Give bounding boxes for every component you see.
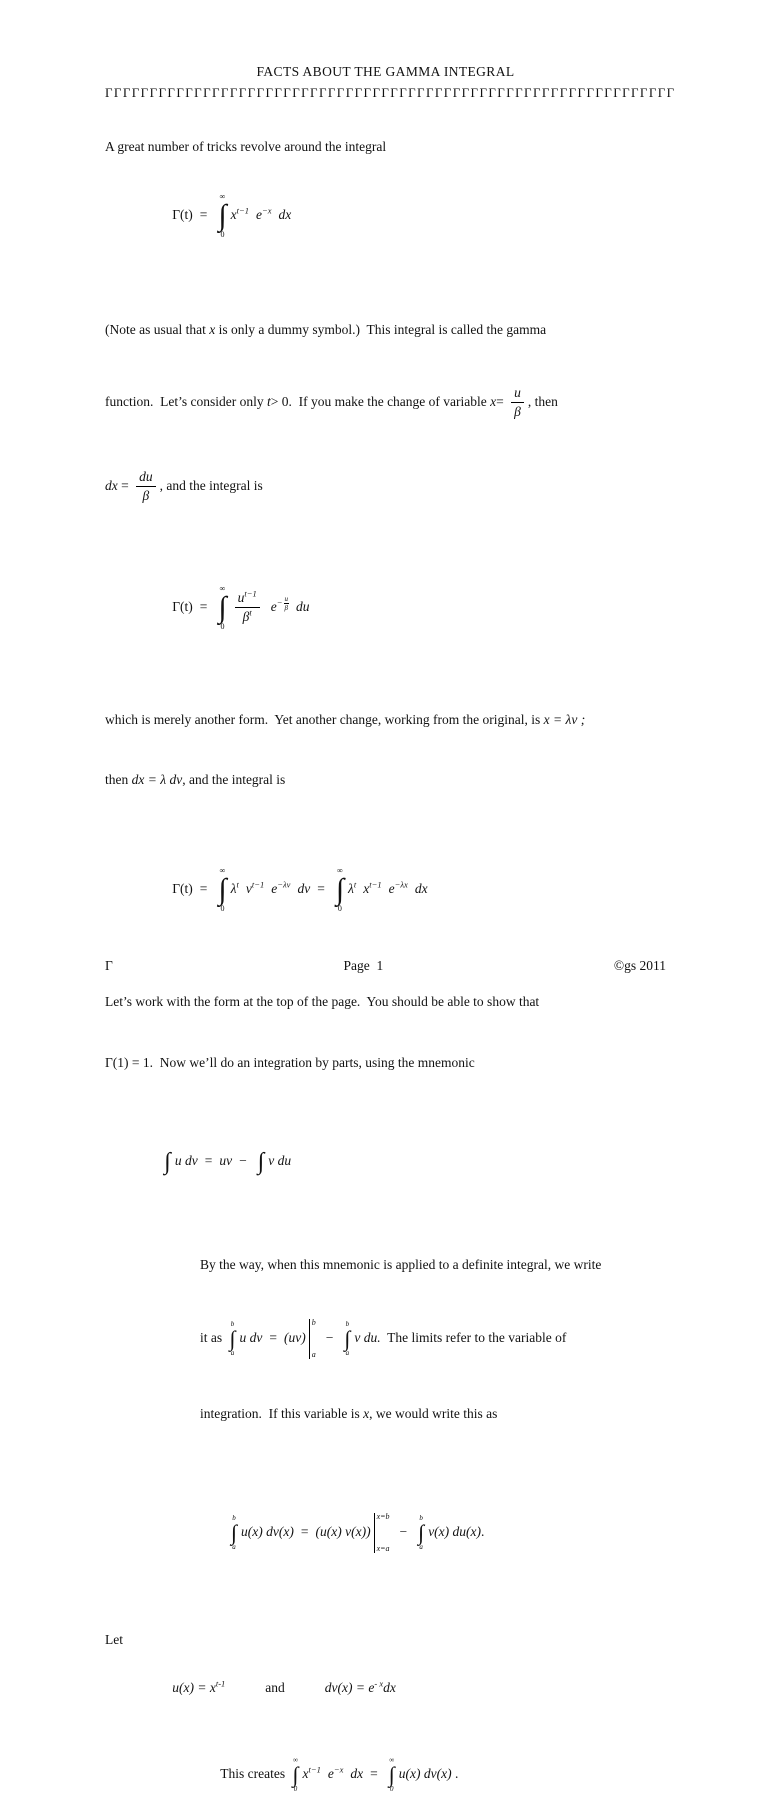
equals-sign: = [370, 1766, 378, 1782]
integral-sign [231, 1515, 237, 1551]
evaluation-upper: b [311, 1318, 316, 1328]
minus-sign: − [276, 597, 283, 608]
integral-lower-limit: a [230, 1349, 235, 1358]
formula-gamma-definition [152, 173, 666, 260]
document-content [105, 62, 676, 1813]
integral-upper-limit: b [230, 1320, 235, 1329]
integral-sign [292, 1757, 298, 1793]
integral-sign [218, 867, 226, 913]
text-line [105, 770, 666, 790]
integral-upper-limit: ∞ [219, 583, 226, 593]
integral-glyph: ∫ [344, 1326, 351, 1352]
math-var: λ [230, 881, 237, 897]
math-run: u(x) = x [172, 1680, 216, 1696]
integral-upper-limit: ∞ [219, 192, 226, 202]
paragraph-work-with-form [105, 952, 666, 1114]
math-var: β [514, 403, 521, 419]
integral-sign [218, 193, 226, 239]
evaluation-lower: x=a [376, 1544, 390, 1553]
period: . [451, 1766, 459, 1782]
text-line: Γ(1) = 1. Now we’ll do an integration by parts, using the mnemonic [105, 1054, 475, 1070]
math-run: u dv [174, 1152, 198, 1168]
formula-gamma-beta-form [152, 565, 666, 652]
document-title: FACTS ABOUT THE GAMMA INTEGRAL [256, 64, 515, 79]
text-run: is only a dummy symbol.) This integral is called the gamma [215, 322, 547, 337]
math-run: dv(x) = e [324, 1680, 375, 1696]
equals-sign: = [317, 881, 325, 897]
math-exponent: t [236, 879, 239, 890]
math-run: u(x) dv(x) [398, 1766, 452, 1782]
math-var: x [363, 1405, 370, 1421]
text-run: > 0. If you make the change of variable [270, 393, 491, 409]
text-run: integration. If this variable is [200, 1405, 364, 1421]
math-lhs: Γ(t) [172, 207, 193, 223]
integral-sign [418, 1515, 424, 1551]
fraction-denominator [240, 608, 255, 625]
fraction-denominator: β [284, 603, 288, 612]
inline-fraction [235, 590, 260, 625]
inline-fraction [511, 385, 524, 420]
text-line [105, 385, 666, 420]
minus-sign: − [239, 1152, 247, 1168]
text-run: then [105, 772, 132, 788]
minus-sign: − [399, 1524, 408, 1540]
math-differential: dx [414, 881, 428, 897]
text-line [200, 1319, 666, 1359]
math-var: e [388, 881, 395, 897]
math-exponent: t-1 [215, 1678, 226, 1689]
integral-glyph: ∫ [164, 1148, 171, 1175]
text-run: The limits refer to the variable of [380, 1330, 567, 1346]
math-var: λ [348, 881, 354, 897]
math-exponent: t [353, 879, 357, 890]
integral-glyph: ∫ [388, 1762, 395, 1787]
integral-glyph: ∫ [257, 1148, 265, 1175]
text-run: , we would write this as [369, 1405, 498, 1421]
exponent-fraction [284, 595, 290, 612]
fraction-numerator: u [284, 594, 288, 603]
text-run: it as [200, 1330, 226, 1346]
math-var: u [237, 590, 245, 606]
integral-sign [164, 1150, 171, 1174]
paragraph-intro: A great number of tricks revolve around the integral [105, 138, 387, 154]
math-exponent: −x [333, 1764, 344, 1775]
integral-glyph: ∫ [418, 1520, 425, 1545]
integral-sign [344, 1321, 350, 1357]
math-run: u(x) dv(x) [241, 1524, 294, 1540]
math-var: x [209, 322, 216, 337]
math-var: du [139, 468, 153, 484]
integral-upper-limit: b [232, 1514, 236, 1522]
integral-sign [218, 585, 226, 631]
integral-upper-limit: ∞ [292, 1756, 298, 1764]
text-run: function. Let’s consider only [105, 393, 267, 409]
math-exponent: −λx [394, 879, 408, 890]
math-var: x [490, 393, 497, 409]
integral-glyph: ∫ [229, 1326, 236, 1352]
integral-sign [389, 1757, 395, 1793]
integral-lower-limit: 0 [390, 1785, 394, 1793]
text-run: , and the integral is [182, 772, 286, 788]
integral-glyph: ∫ [292, 1762, 299, 1787]
math-exponent: −λv [277, 879, 291, 890]
integral-lower-limit: 0 [220, 621, 225, 631]
integral-lower-limit: 0 [220, 230, 225, 240]
fraction-numerator [235, 590, 260, 608]
text-line: Let’s work with the form at the top of the page. You should be able to show that [105, 994, 540, 1009]
math-run: v du [268, 1152, 292, 1168]
math-run: dx = λ dv [131, 772, 183, 788]
math-var: e [270, 598, 277, 614]
math-lhs: Γ(t) [172, 598, 193, 614]
math-exponent: - x [374, 1678, 384, 1689]
math-var: x [363, 881, 370, 897]
integral-glyph: ∫ [218, 590, 227, 624]
text-run: which is merely another form. Yet another change, working from the original, is [105, 711, 544, 727]
math-var: x [230, 207, 237, 223]
let-label: Let [105, 1631, 123, 1647]
integral-sign [336, 867, 344, 913]
math-var: e [327, 1766, 334, 1782]
math-exponent: t [249, 607, 252, 618]
fraction-denominator [511, 403, 524, 420]
text-line [200, 1404, 666, 1424]
let-definitions [152, 1658, 666, 1719]
math-run: uv [219, 1152, 233, 1168]
evaluation-bar [309, 1319, 316, 1359]
math-lhs: Γ(t) [172, 881, 193, 897]
evaluation-upper: x=b [376, 1512, 390, 1521]
formula-gamma-lambda-form [152, 847, 666, 934]
integral-upper-limit: ∞ [337, 866, 343, 876]
integral-upper-limit: ∞ [219, 866, 226, 876]
integral-sign [258, 1150, 265, 1174]
math-run: v(x) du(x) [428, 1524, 482, 1540]
text-run: , then [527, 393, 558, 409]
integral-upper-limit: b [419, 1514, 423, 1522]
math-exponent [276, 594, 289, 612]
integral-lower-limit: a [419, 1543, 423, 1551]
gamma-rule-line: ΓΓΓΓΓΓΓΓΓΓΓΓΓΓΓΓΓΓΓΓΓΓΓΓΓΓΓΓΓΓΓΓΓΓΓΓΓΓΓΓΓΓΓΓΓΓΓΓΓΓΓΓΓΓΓΓΓΓΓΓΓΓΓΓ [105, 85, 676, 101]
math-differential: dx [383, 1680, 396, 1696]
equals-sign: = [269, 1330, 278, 1346]
period: . [481, 1524, 485, 1540]
integral-upper-limit: ∞ [389, 1756, 395, 1764]
fraction-numerator [511, 385, 524, 403]
inline-fraction [136, 469, 156, 504]
math-exponent: t−1 [308, 1764, 321, 1775]
math-exponent: t−1 [251, 879, 265, 890]
text-run: This creates [220, 1766, 289, 1782]
math-var: dx [105, 477, 118, 493]
equals-sign: = [199, 598, 208, 614]
math-var: t [266, 393, 271, 409]
math-exponent: t−1 [244, 588, 257, 599]
math-differential: dx [350, 1766, 364, 1782]
equals-sign: = [117, 477, 133, 493]
integral-lower-limit: 0 [220, 904, 225, 914]
integral-glyph: ∫ [231, 1520, 238, 1545]
math-var: e [271, 881, 278, 897]
page-footer [105, 958, 666, 974]
math-var: u [514, 384, 521, 400]
text-run: , and the integral is [159, 477, 263, 493]
integral-lower-limit: a [345, 1349, 350, 1358]
equals-sign: = [204, 1152, 213, 1168]
text-line [105, 710, 666, 730]
creates-line [200, 1737, 666, 1813]
integral-lower-limit: a [232, 1543, 236, 1551]
paragraph-note [105, 280, 666, 549]
evaluation-bar [374, 1513, 390, 1553]
math-run: v du. [354, 1330, 381, 1346]
text-run: (Note as usual that [105, 322, 210, 337]
text-line [105, 320, 666, 340]
minus-sign: − [325, 1330, 334, 1346]
aside-by-the-way [200, 1212, 666, 1614]
integral-glyph: ∫ [218, 199, 227, 233]
text-run: and [265, 1680, 285, 1696]
footer-copyright: ©gs 2011 [613, 958, 666, 973]
equals-sign: = [300, 1524, 309, 1540]
math-var: v [245, 881, 252, 897]
integral-upper-limit: b [345, 1320, 350, 1329]
evaluation-lower: a [311, 1350, 316, 1360]
equals-sign: = [199, 207, 208, 223]
equals-sign: = [496, 393, 508, 409]
footer-page-number: Page 1 [343, 958, 384, 973]
math-var: β [242, 609, 250, 625]
formula-parts-definite [200, 1493, 666, 1574]
integral-glyph: ∫ [335, 873, 345, 907]
math-exponent: t−1 [369, 879, 382, 890]
math-var: e [256, 207, 262, 223]
math-exponent: t−1 [236, 205, 249, 216]
text-line: By the way, when this mnemonic is applied to a definite integral, we write [200, 1256, 602, 1272]
fraction-numerator [136, 469, 156, 487]
integral-lower-limit: 0 [293, 1785, 298, 1793]
math-var: x [302, 1766, 309, 1782]
math-run: u dv [239, 1330, 263, 1346]
math-differential: dx [278, 207, 292, 223]
math-differential: dv [297, 881, 311, 897]
paragraph-another-change [105, 669, 666, 831]
math-run: x = λv ; [543, 711, 586, 727]
integral-lower-limit: 0 [337, 904, 342, 914]
math-var: β [142, 487, 150, 503]
equals-sign: = [199, 881, 208, 897]
integral-sign [230, 1321, 236, 1357]
formula-parts-mnemonic [140, 1130, 666, 1195]
text-line [105, 469, 666, 504]
math-run: (uv) [284, 1330, 306, 1346]
fraction-denominator [140, 487, 153, 504]
math-run: (u(x) v(x)) [315, 1524, 371, 1540]
footer-gamma-mark: Γ [105, 958, 113, 973]
math-differential: du [296, 598, 310, 614]
math-exponent: −x [262, 205, 272, 216]
integral-glyph: ∫ [218, 873, 227, 907]
